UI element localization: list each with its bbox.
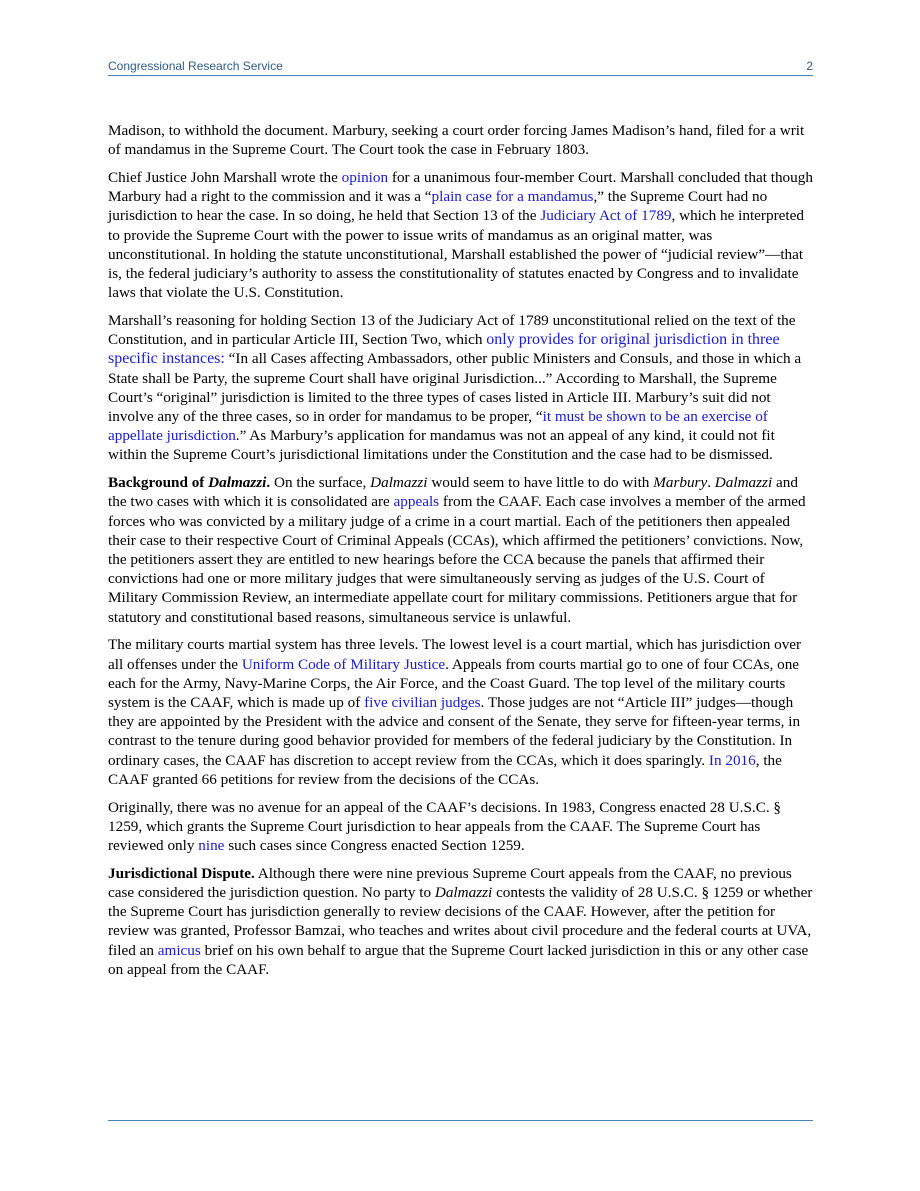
header-organization: Congressional Research Service [108,59,283,73]
text: brief on his own behalf to argue that the Supreme Court lacked jurisdiction in this or any other case on appeal from the CAAF. [108,941,809,978]
case-name: Marbury [653,474,708,492]
text: contests the validity of 28 U.S.C. § 1259 or whether the Supreme Court has jurisdiction generally to review decisions of the CAAF. However, after the petition for review was granted, Professor Bamzai, who teaches and writes about civil procedure and the federal courts at UVA, filed an [108,884,813,959]
section-heading-jurisdictional-dispute: Jurisdictional Dispute. [108,864,255,882]
case-name: Dalmazzi [370,474,428,492]
header-page-number: 2 [806,59,813,73]
text: Although there were nine previous Supreme Court appeals from the CAAF, no previous case considered the jurisdiction question. No party to [108,864,792,902]
link-appeals[interactable]: appeals [393,493,440,511]
text: , which he interpreted to provide the Supreme Court with the power to issue writs of mandamus as an original matter, was unconstitutional. In holding the statute unconstitutional, Marshall established the power of “judicial review”—that is, the federal judiciary’s authority to assess the constitutionality of statutes enacted by Congress and to invalidate laws that violate the U.S. Constitution. [108,207,804,302]
section-heading-background [108,474,270,491]
text: and the two cases with which it is consolidated are [108,474,798,511]
text: “In all Cases affecting Ambassadors, other public Ministers and Consuls, and those in which a State shall be Party, the supreme Court shall have original Jurisdiction...” According to Marshall, the Supreme Court’s “original” jurisdiction is limited to the three types of cases listed in Article III. Marbury’s suit did not involve any of the three cases, so in order for mandamus to be proper, “ [108,350,802,426]
document-body [108,121,814,988]
link-original-jurisdiction[interactable]: only provides for original jurisdiction in three specific instances: [108,331,780,368]
footer-rule [108,1120,813,1121]
text: Madison, to withhold the document. Marbury, seeking a court order forcing James Madison’s hand, filed for a writ of mandamus in the Supreme Court. The Court took the case in February 1803. [108,122,805,159]
link-amicus[interactable]: amicus [157,941,201,959]
link-plain-case-for-mandamus[interactable]: plain case for a mandamus [431,188,594,206]
paragraph-2 [108,168,814,302]
text: such cases since Congress enacted Section 1259. [224,837,525,855]
header-rule [108,75,813,76]
link-opinion[interactable]: opinion [341,169,389,186]
page-header [108,58,813,74]
paragraph-6 [108,798,814,856]
text: would seem to have little to do with [427,474,654,492]
text: Originally, there was no avenue for an appeal of the CAAF’s decisions. In 1983, Congress enacted 28 U.S.C. § 1259, which grants the Supreme Court jurisdiction to hear appeals from the CAAF. The Supreme Court has reviewed only [108,798,782,855]
text: from the CAAF. Each case involves a member of the armed forces who was convicted by a military judge of a crime in a court martial. Each of the petitioners then appealed their case to their respective Court of Criminal Appeals (CCAs), which affirmed the petitioners’ convictions. Now, the petitioners assert they are entitled to new hearings before the CCA because the panels that affirmed their convictions had one or more military judges that were simultaneously serving as judges of the U.S. Court of Military Commission Review, an intermediate appellate court for military commissions. Petitioners argue that for statutory and constitutional based reasons, simultaneous service is unlawful. [108,493,806,626]
text: ,” the Supreme Court had no jurisdiction to hear the case. In so doing, he held that Section 13 of the [108,188,768,225]
heading-text: Background of [108,474,209,492]
case-name: Dalmazzi [434,884,493,902]
link-five-civilian-judges[interactable]: five civilian judges [364,694,481,712]
text: , the CAAF granted 66 petitions for review from the decisions of the CCAs. [108,751,782,788]
paragraph-3 [108,311,814,465]
paragraph-5 [108,635,814,789]
paragraph-1 [108,121,814,159]
link-appellate-jurisdiction[interactable]: it must be shown to be an exercise of appellate jurisdiction [108,408,768,445]
text: for a unanimous four-member Court. Marshall concluded that though Marbury had a right to the commission and it was a “ [108,169,813,206]
link-ucmj[interactable]: Uniform Code of Military Justice [241,655,446,673]
link-judiciary-act-1789[interactable]: Judiciary Act of 1789 [540,207,672,225]
text: Marshall’s reasoning for holding Section 13 of the Judiciary Act of 1789 unconstitutional relied on the text of the Constitution, and in particular Article III, Section Two, which [108,312,796,349]
text: The military courts martial system has three levels. The lowest level is a court martial, which has jurisdiction over all offenses under the [108,636,802,673]
heading-end: . [266,474,271,492]
paragraph-7 [108,864,814,979]
text: . [707,474,715,492]
text: . Appeals from courts martial go to one of four CCAs, one each for the Army, Navy-Marine Corps, the Air Force, and the Coast Guard. The top level of the military courts system is the CAAF, which is made up of [108,655,800,712]
text: . Those judges are not “Article III” judges—though they are appointed by the President with the advice and consent of the Senate, they serve for fifteen-year terms, in contrast to the tenure during good behavior provided for members of the federal judiciary by the Constitution. In ordinary cases, the CAAF has discretion to accept review from the CCAs, which it does sparingly. [108,694,801,769]
paragraph-4 [108,473,814,627]
link-in-2016[interactable]: In 2016 [708,751,756,769]
link-nine[interactable]: nine [198,837,225,855]
text: .” As Marbury’s application for mandamus was not an appeal of any kind, it could not fit within the Supreme Court’s jurisdictional limitations under the Constitution and the case had to be dismissed. [108,427,775,464]
case-name: Dalmazzi [714,474,773,492]
text: On the surface, [270,474,371,492]
text: Chief Justice John Marshall wrote the [108,169,342,186]
heading-case-name: Dalmazzi [208,474,267,492]
